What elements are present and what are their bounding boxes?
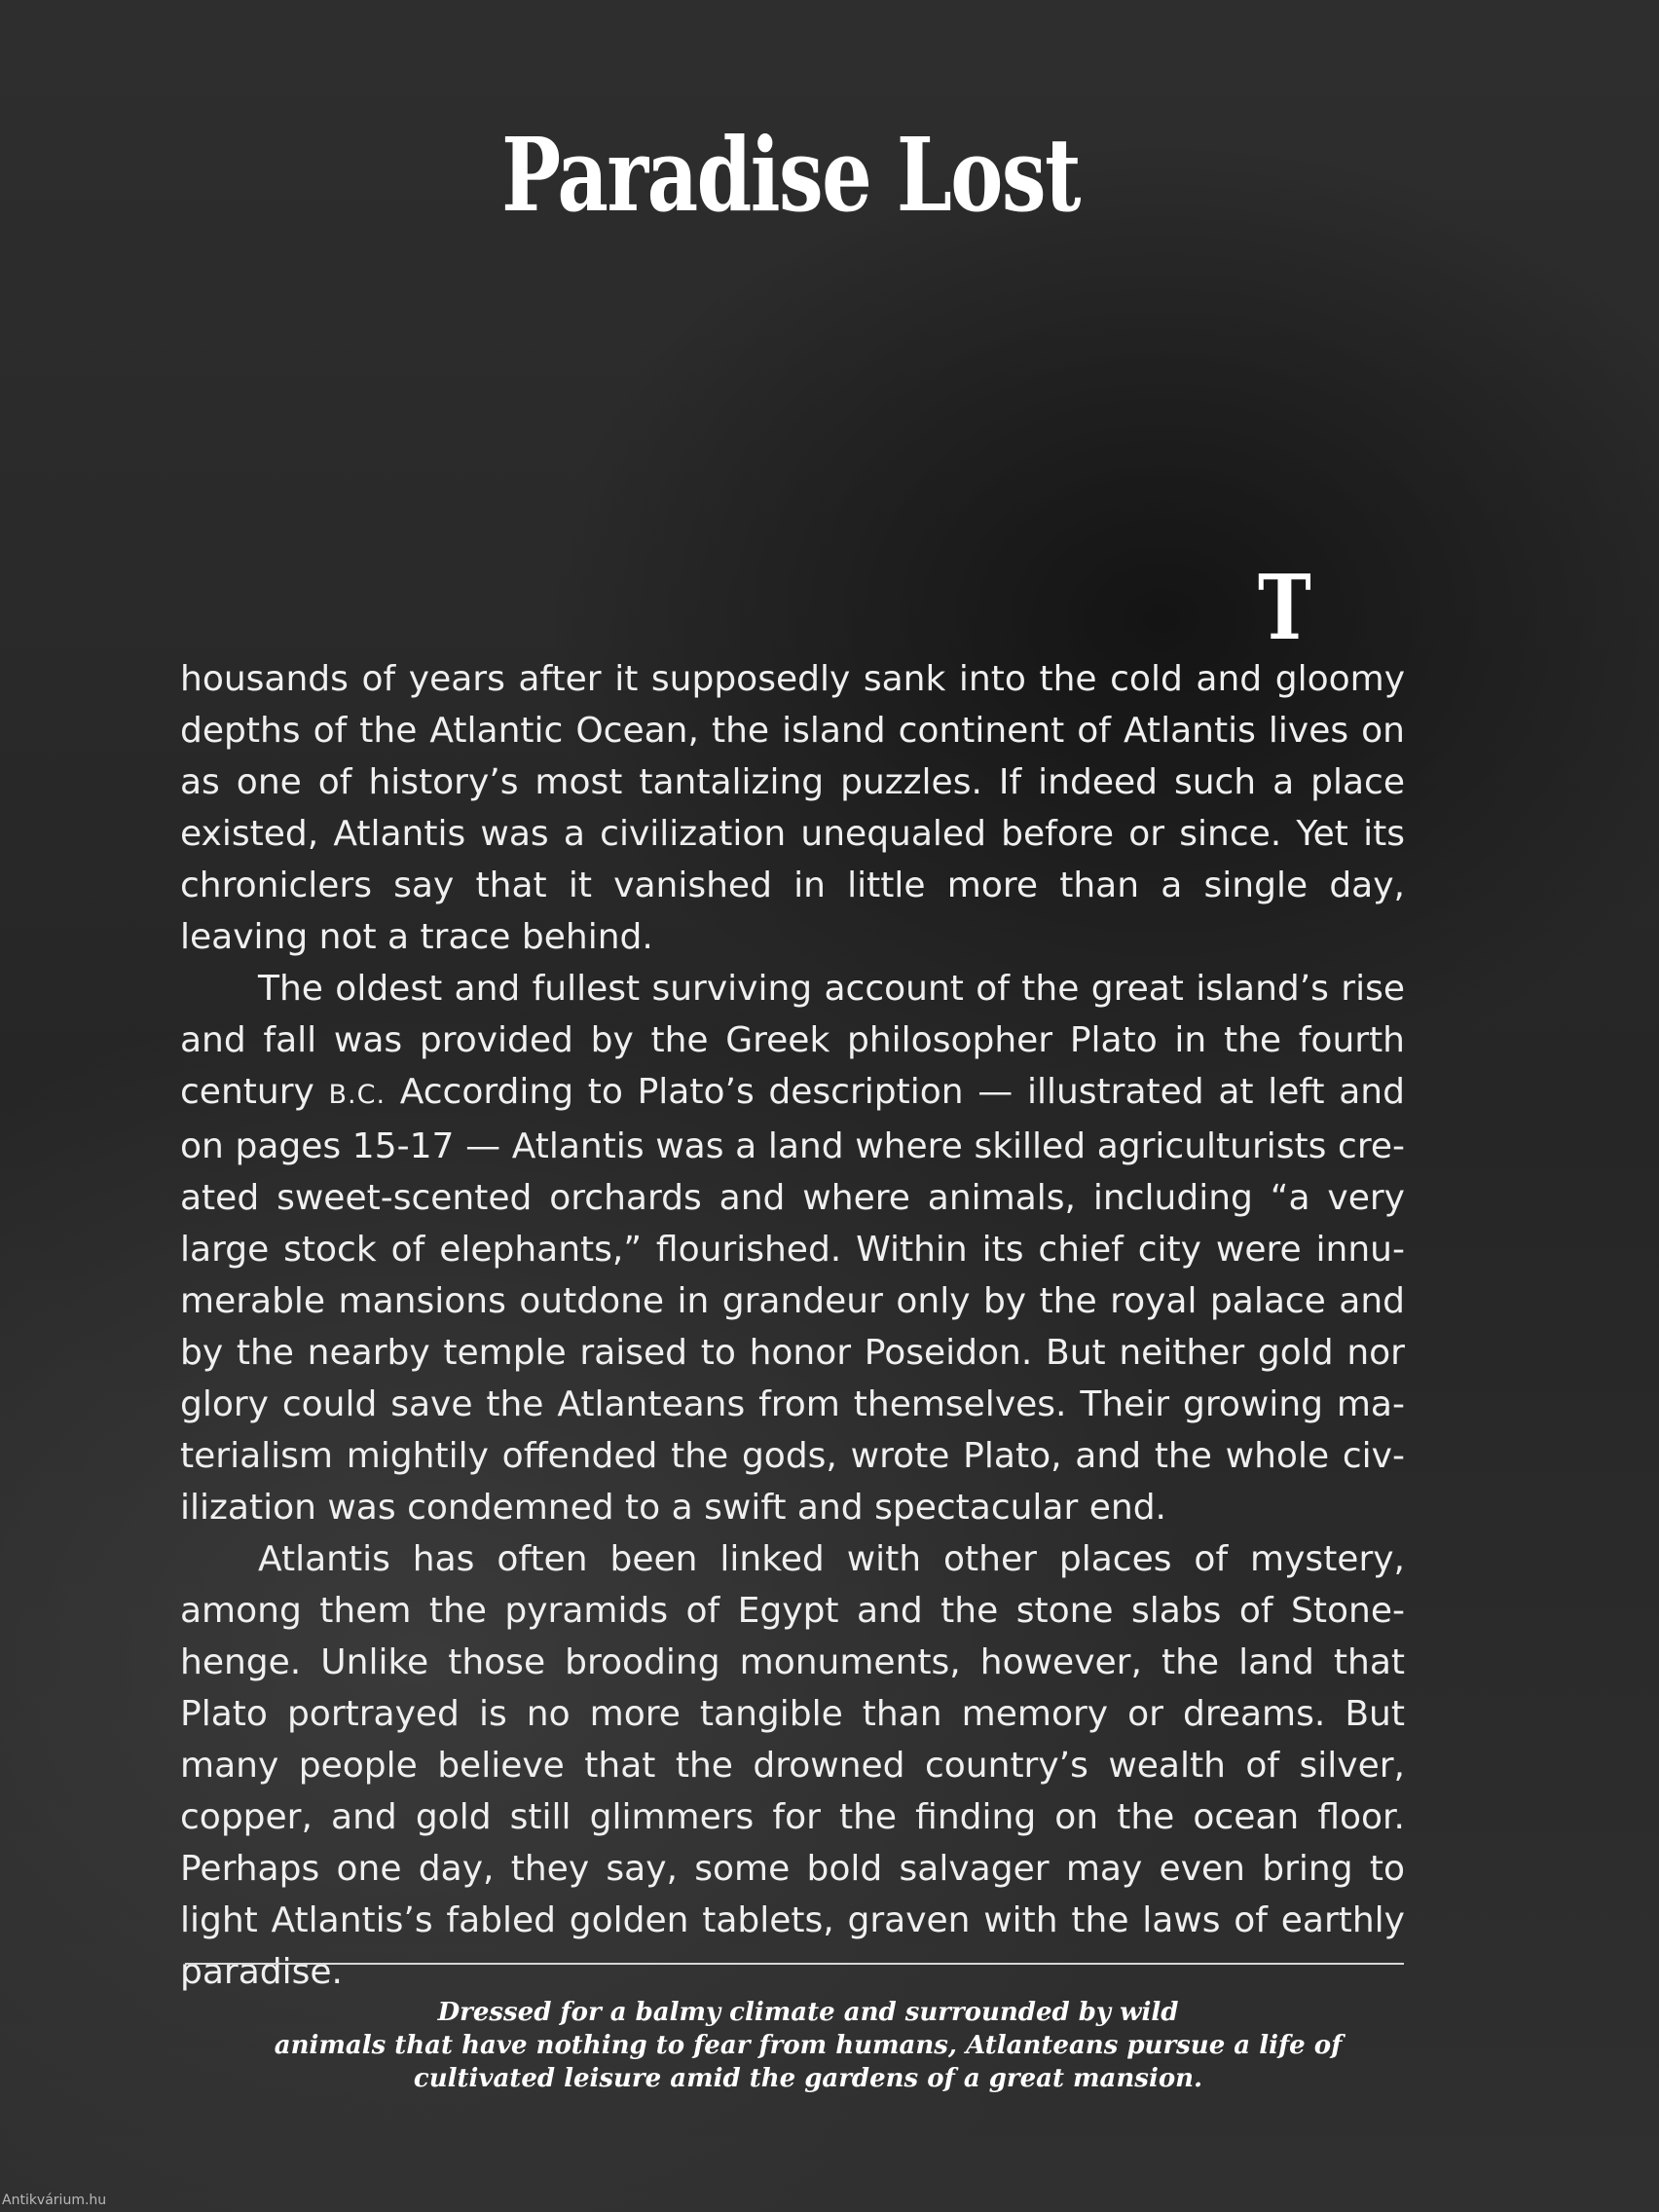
watermark: Antikvárium.hu bbox=[2, 2193, 107, 2208]
paragraph-1-text: housands of years after it supposedly sank into the cold and gloomy depths of the Atlantic Ocean, the island continent of Atlantis lives on as one of history’s most tantalizing puzzles. If indeed such a place existed, Atlantis was a civilization unequaled before or since. Yet its chroniclers say that it vanished in little more than a single day, leaving not a trace behind. bbox=[180, 659, 1405, 957]
illustration-caption bbox=[253, 1996, 1363, 2095]
caption-line-3: cultivated leisure amid the gardens of a great mansion. bbox=[413, 2064, 1203, 2093]
page-title: Paradise Lost bbox=[501, 115, 1080, 235]
caption-divider bbox=[185, 1963, 1404, 1965]
caption-line-1: Dressed for a balmy climate and surrounded by wild bbox=[437, 1998, 1179, 2027]
era-abbreviation: B.C. bbox=[328, 1080, 387, 1110]
article-body bbox=[180, 555, 1405, 1998]
paragraph-2-text-start: The oldest and fullest surviving account of the great island’s rise and fall was provided by the Greek philosopher Plato in the fourth century bbox=[180, 969, 1405, 1112]
caption-line-2: animals that have nothing to fear from humans, Atlanteans pursue a life of bbox=[274, 2031, 1343, 2060]
paragraph-2 bbox=[180, 963, 1405, 1533]
drop-cap: T bbox=[1258, 555, 1311, 660]
paragraph-3: Atlantis has often been linked with other places of mystery, among them the pyramids of Egypt and the stone slabs of Stonehenge. Unlike those brooding monuments, however, the land that Plato portrayed is no more tangible than memory or dreams. But many people believe that the drowned country’s wealth of silver, copper, and gold still glimmers for the finding on the ocean floor. Perhaps one day, they say, some bold salvager may even bring to light Atlantis’s fabled golden tablets, graven with the laws of earthly paradise. bbox=[180, 1539, 1405, 1992]
paragraph-1 bbox=[180, 555, 1405, 963]
paragraph-2-text-end: According to Plato’s description — illustrated at left and on pages 15-17 — Atlantis was a land where skilled agriculturists created sweet-scented orchards and where animals, including “a very large stock of elephants,” flourished. Within its chief city were innumerable mansions outdone in grandeur only by the royal palace and by the nearby temple raised to honor Poseidon. But neither gold nor glory could save the Atlanteans from themselves. Their growing materialism mightily offended the gods, wrote Plato, and the whole civilization was condemned to a swift and spectacular end. bbox=[180, 1072, 1405, 1528]
